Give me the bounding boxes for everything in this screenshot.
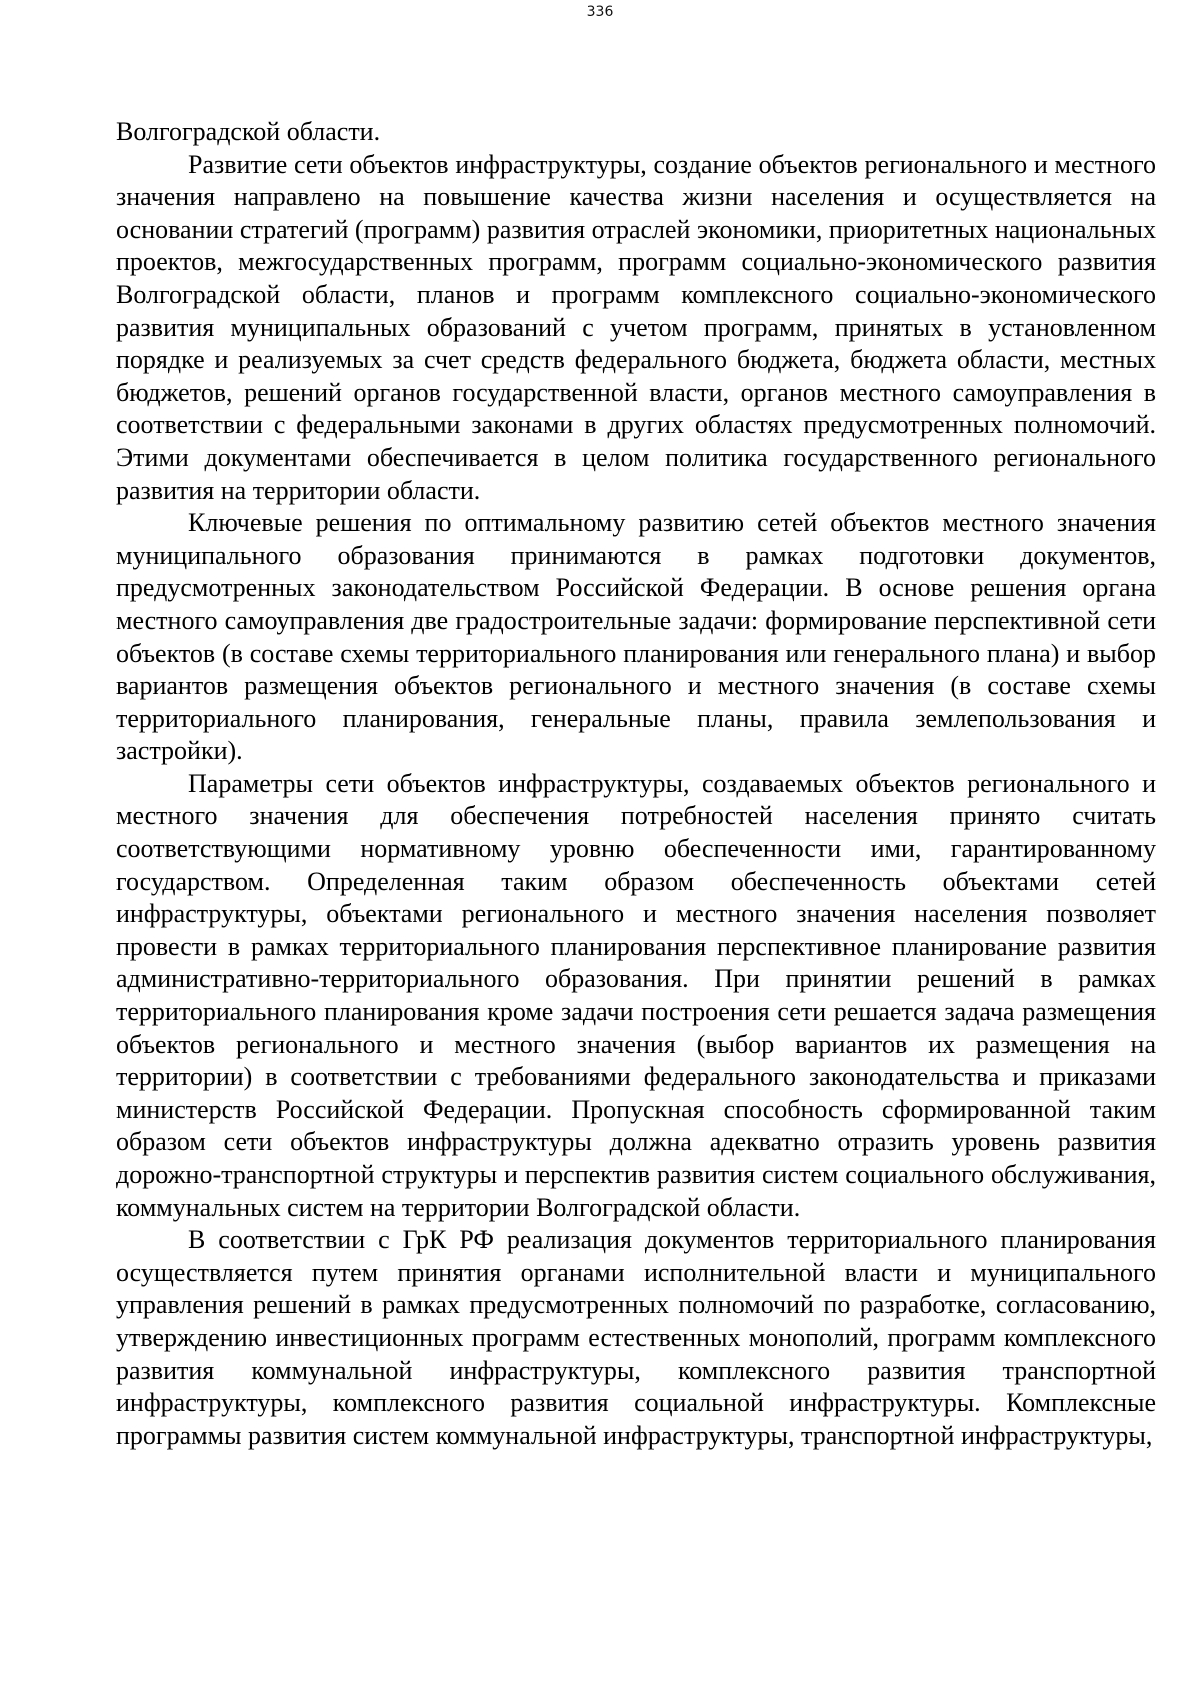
paragraph-3: Ключевые решения по оптимальному развитию сетей объектов местного значения муниципального образования принимаются в рамках подготовки документов, предусмотренных законодательством Российской Федерации. В основе решения органа местного самоуправления две градостроительные задачи: формирование перспективной сети объектов (в составе схемы территориального планирования или генерального плана) и выбор вариантов размещения объектов регионального и местного значения (в составе схемы территориального планирования, генеральные планы, правила землепользования и застройки). (116, 508, 1156, 766)
page-number: 336 (586, 4, 614, 20)
paragraph-2: Развитие сети объектов инфраструктуры, создание объектов регионального и местного значения направлено на повышение качества жизни населения и осуществляется на основании стратегий (программ) развития отраслей экономики, приоритетных национальных проектов, межгосударственных программ, программ социально-экономического развития Волгоградской области, планов и программ комплексного социально-экономического развития муниципальных образований с учетом программ, принятых в установленном порядке и реализуемых за счет средств федерального бюджета, бюджета области, местных бюджетов, решений органов государственной власти, органов местного самоуправления в соответствии с федеральными законами в других областях предусмотренных полномочий. Этими документами обеспечивается в целом политика государственного регионального развития на территории области. (116, 149, 1156, 505)
paragraph-4: Параметры сети объектов инфраструктуры, создаваемых объектов регионального и местного значения для обеспечения потребностей населения принято считать соответствующими нормативному уровню обеспеченности ими, гарантированному государством. Определенная таким образом обеспеченность объектами сетей инфраструктуры, объектами регионального и местного значения населения позволяет провести в рамках территориального планирования перспективное планирование развития административно-территориального образования. При принятии решений в рамках территориального планирования кроме задачи построения сети решается задача размещения объектов регионального и местного значения (выбор вариантов их размещения на территории) в соответствии с требованиями федерального законодательства и приказами министерств Российской Федерации. Пропускная способность сформированной таким образом сети объектов инфраструктуры должна адекватно отразить уровень развития дорожно-транспортной структуры и перспектив развития систем социального обслуживания, коммунальных систем на территории Волгоградской области. (116, 768, 1156, 1222)
body-text (116, 116, 1156, 1452)
paragraph-1: Волгоградской области. (116, 117, 381, 146)
paragraph-5: В соответствии с ГрК РФ реализация документов территориального планирования осуществляется путем принятия органами исполнительной власти и муниципального управления решений в рамках предусмотренных полномочий по разработке, согласованию, утверждению инвестиционных программ естественных монополий, программ комплексного развития коммунальной инфраструктуры, комплексного развития транспортной инфраструктуры, комплексного развития социальной инфраструктуры. Комплексные программы развития систем коммунальной инфраструктуры, транспортной инфраструктуры, (116, 1225, 1156, 1450)
